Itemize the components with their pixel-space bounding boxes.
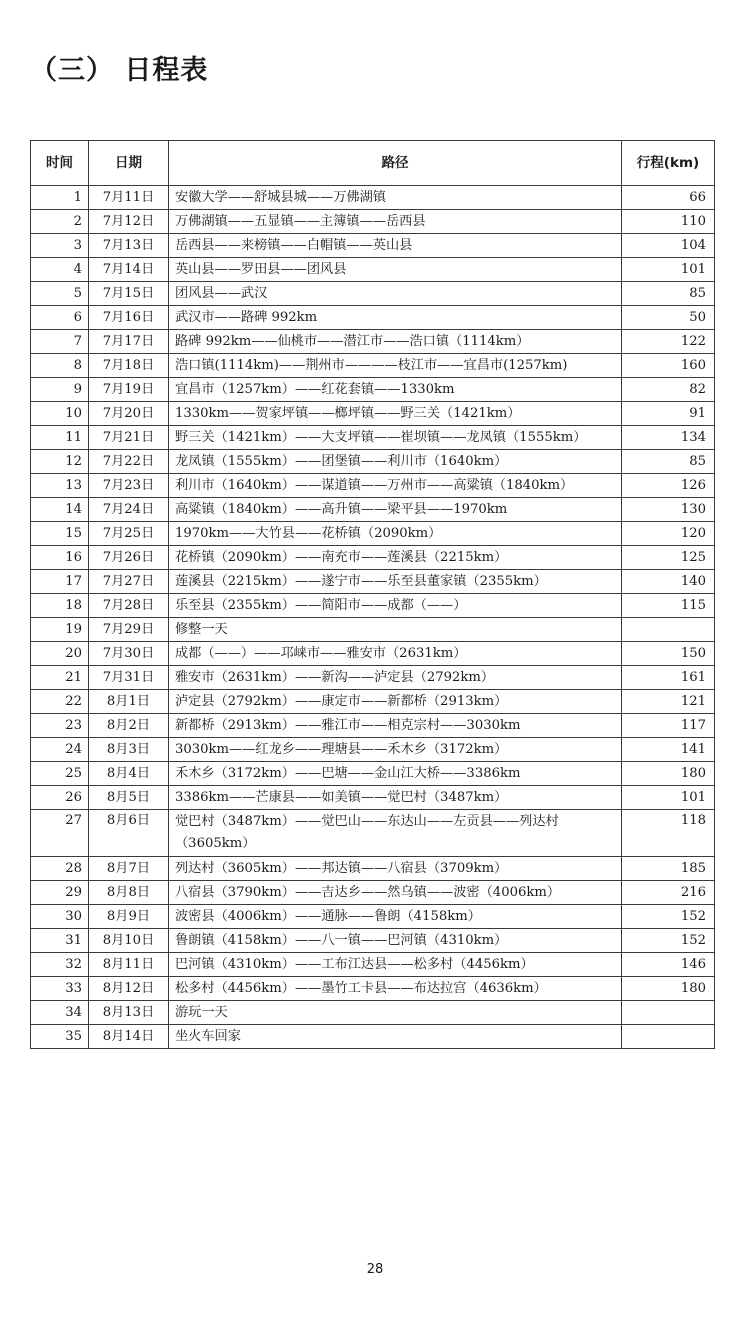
row-distance: 101: [622, 258, 715, 282]
row-date: 7月25日: [89, 522, 169, 546]
row-distance: 110: [622, 210, 715, 234]
row-route: 龙凤镇（1555km）——团堡镇——利川市（1640km）: [169, 450, 622, 474]
row-distance: 101: [622, 786, 715, 810]
row-number: 16: [31, 546, 89, 570]
schedule-table: [30, 140, 715, 1049]
row-distance: 185: [622, 857, 715, 881]
table-row: [31, 1025, 715, 1049]
page-number: 28: [366, 1262, 384, 1277]
row-date: 8月3日: [89, 738, 169, 762]
row-route: 武汉市——路碑 992km: [169, 306, 622, 330]
row-date: 7月18日: [89, 354, 169, 378]
row-date: 7月13日: [89, 234, 169, 258]
row-distance: 134: [622, 426, 715, 450]
table-row: [31, 857, 715, 881]
row-number: 7: [31, 330, 89, 354]
row-distance: 82: [622, 378, 715, 402]
table-row: [31, 210, 715, 234]
row-number: 30: [31, 905, 89, 929]
row-route: 八宿县（3790km）——吉达乡——然乌镇——波密（4006km）: [169, 881, 622, 905]
row-distance: 125: [622, 546, 715, 570]
row-number: 34: [31, 1001, 89, 1025]
table-row: [31, 618, 715, 642]
row-date: 7月29日: [89, 618, 169, 642]
row-distance: 66: [622, 186, 715, 210]
header-time: 时间: [31, 141, 89, 186]
row-distance: 115: [622, 594, 715, 618]
row-number: 29: [31, 881, 89, 905]
table-row: [31, 786, 715, 810]
row-number: 9: [31, 378, 89, 402]
row-date: 8月8日: [89, 881, 169, 905]
row-date: 8月10日: [89, 929, 169, 953]
row-distance: 117: [622, 714, 715, 738]
row-number: 26: [31, 786, 89, 810]
row-distance: 161: [622, 666, 715, 690]
table-row: [31, 905, 715, 929]
row-distance: 140: [622, 570, 715, 594]
row-distance: 118: [622, 810, 715, 857]
row-route: 鲁朗镇（4158km）——八一镇——巴河镇（4310km）: [169, 929, 622, 953]
row-date: 7月17日: [89, 330, 169, 354]
row-route: 成都（——）——邛崃市——雅安市（2631km）: [169, 642, 622, 666]
row-route: 巴河镇（4310km）——工布江达县——松多村（4456km）: [169, 953, 622, 977]
row-route: 3030km——红龙乡——理塘县——禾木乡（3172km）: [169, 738, 622, 762]
row-date: 7月30日: [89, 642, 169, 666]
row-route: 团风县——武汉: [169, 282, 622, 306]
table-row: [31, 450, 715, 474]
table-row: [31, 234, 715, 258]
row-number: 32: [31, 953, 89, 977]
row-date: 7月22日: [89, 450, 169, 474]
row-date: 7月24日: [89, 498, 169, 522]
table-row: [31, 642, 715, 666]
row-distance: [622, 1001, 715, 1025]
row-number: 12: [31, 450, 89, 474]
table-row: [31, 929, 715, 953]
row-date: 8月9日: [89, 905, 169, 929]
row-date: 7月16日: [89, 306, 169, 330]
header-distance: 行程(km): [622, 141, 715, 186]
table-row: [31, 402, 715, 426]
table-row: [31, 474, 715, 498]
row-date: 7月20日: [89, 402, 169, 426]
row-route: 禾木乡（3172km）——巴塘——金山江大桥——3386km: [169, 762, 622, 786]
row-number: 10: [31, 402, 89, 426]
row-route: 岳西县——来榜镇——白帽镇——英山县: [169, 234, 622, 258]
row-route: 浩口镇(1114km)——荆州市————枝江市——宜昌市(1257km): [169, 354, 622, 378]
table-row: [31, 738, 715, 762]
row-number: 6: [31, 306, 89, 330]
row-distance: 180: [622, 762, 715, 786]
row-date: 7月15日: [89, 282, 169, 306]
row-distance: 150: [622, 642, 715, 666]
row-number: 5: [31, 282, 89, 306]
row-route: 修整一天: [169, 618, 622, 642]
row-date: 8月2日: [89, 714, 169, 738]
row-number: 19: [31, 618, 89, 642]
row-distance: 141: [622, 738, 715, 762]
row-date: 8月13日: [89, 1001, 169, 1025]
row-number: 18: [31, 594, 89, 618]
row-route: 路碑 992km——仙桃市——潜江市——浩口镇（1114km）: [169, 330, 622, 354]
header-route: 路径: [169, 141, 622, 186]
row-distance: 85: [622, 450, 715, 474]
row-distance: 126: [622, 474, 715, 498]
row-date: 8月4日: [89, 762, 169, 786]
row-number: 17: [31, 570, 89, 594]
row-number: 3: [31, 234, 89, 258]
row-date: 7月11日: [89, 186, 169, 210]
table-row: [31, 714, 715, 738]
header-date: 日期: [89, 141, 169, 186]
table-row: [31, 306, 715, 330]
row-distance: 152: [622, 905, 715, 929]
row-distance: 180: [622, 977, 715, 1001]
row-date: 8月5日: [89, 786, 169, 810]
row-route: 英山县——罗田县——团风县: [169, 258, 622, 282]
row-distance: 121: [622, 690, 715, 714]
row-date: 7月28日: [89, 594, 169, 618]
row-number: 13: [31, 474, 89, 498]
row-number: 20: [31, 642, 89, 666]
table-row: [31, 426, 715, 450]
row-date: 7月26日: [89, 546, 169, 570]
row-number: 21: [31, 666, 89, 690]
row-date: 7月21日: [89, 426, 169, 450]
row-number: 4: [31, 258, 89, 282]
table-row: [31, 378, 715, 402]
row-route: 泸定县（2792km）——康定市——新都桥（2913km）: [169, 690, 622, 714]
row-number: 2: [31, 210, 89, 234]
table-row: [31, 666, 715, 690]
table-row: [31, 881, 715, 905]
table-row: [31, 810, 715, 857]
row-route: 1970km——大竹县——花桥镇（2090km）: [169, 522, 622, 546]
table-row: [31, 953, 715, 977]
row-route: 莲溪县（2215km）——遂宁市——乐至县董家镇（2355km）: [169, 570, 622, 594]
row-route: 野三关（1421km）——大支坪镇——崔坝镇——龙凤镇（1555km）: [169, 426, 622, 450]
row-route: 坐火车回家: [169, 1025, 622, 1049]
row-distance: 152: [622, 929, 715, 953]
row-route: 花桥镇（2090km）——南充市——莲溪县（2215km）: [169, 546, 622, 570]
row-date: 8月6日: [89, 810, 169, 857]
row-number: 1: [31, 186, 89, 210]
row-number: 28: [31, 857, 89, 881]
row-number: 33: [31, 977, 89, 1001]
row-date: 7月23日: [89, 474, 169, 498]
row-number: 8: [31, 354, 89, 378]
row-date: 7月27日: [89, 570, 169, 594]
row-route: 高粱镇（1840km）——高升镇——梁平县——1970km: [169, 498, 622, 522]
row-distance: 130: [622, 498, 715, 522]
row-date: 8月12日: [89, 977, 169, 1001]
table-row: [31, 570, 715, 594]
row-distance: 50: [622, 306, 715, 330]
row-route: 松多村（4456km）——墨竹工卡县——布达拉宫（4636km）: [169, 977, 622, 1001]
row-route: 游玩一天: [169, 1001, 622, 1025]
table-row: [31, 354, 715, 378]
row-date: 8月11日: [89, 953, 169, 977]
table-header-row: [31, 141, 715, 186]
table-row: [31, 546, 715, 570]
row-date: 7月31日: [89, 666, 169, 690]
row-route: 利川市（1640km）——谋道镇——万州市——高粱镇（1840km）: [169, 474, 622, 498]
row-number: 24: [31, 738, 89, 762]
table-row: [31, 522, 715, 546]
row-distance: [622, 1025, 715, 1049]
row-distance: 146: [622, 953, 715, 977]
table-row: [31, 977, 715, 1001]
row-number: 14: [31, 498, 89, 522]
row-number: 31: [31, 929, 89, 953]
row-number: 22: [31, 690, 89, 714]
row-distance: [622, 618, 715, 642]
table-row: [31, 282, 715, 306]
table-row: [31, 594, 715, 618]
section-title: （三） 日程表: [30, 55, 209, 86]
row-distance: 85: [622, 282, 715, 306]
row-distance: 122: [622, 330, 715, 354]
row-route: 波密县（4006km）——通脉——鲁朗（4158km）: [169, 905, 622, 929]
row-date: 7月12日: [89, 210, 169, 234]
row-date: 8月1日: [89, 690, 169, 714]
table-row: [31, 258, 715, 282]
row-route: 雅安市（2631km）——新沟——泸定县（2792km）: [169, 666, 622, 690]
row-distance: 216: [622, 881, 715, 905]
row-number: 35: [31, 1025, 89, 1049]
table-row: [31, 330, 715, 354]
row-date: 7月14日: [89, 258, 169, 282]
row-number: 27: [31, 810, 89, 857]
table-row: [31, 1001, 715, 1025]
row-date: 8月14日: [89, 1025, 169, 1049]
row-distance: 104: [622, 234, 715, 258]
row-distance: 120: [622, 522, 715, 546]
row-route: 列达村（3605km）——邦达镇——八宿县（3709km）: [169, 857, 622, 881]
row-distance: 160: [622, 354, 715, 378]
row-number: 15: [31, 522, 89, 546]
row-date: 7月19日: [89, 378, 169, 402]
table-row: [31, 498, 715, 522]
row-number: 23: [31, 714, 89, 738]
table-row: [31, 186, 715, 210]
table-row: [31, 690, 715, 714]
row-distance: 91: [622, 402, 715, 426]
row-route: 觉巴村（3487km）——觉巴山——东达山——左贡县——列达村（3605km）: [169, 810, 622, 857]
table-row: [31, 762, 715, 786]
row-route: 万佛湖镇——五显镇——主簿镇——岳西县: [169, 210, 622, 234]
row-route: 新都桥（2913km）——雅江市——相克宗村——3030km: [169, 714, 622, 738]
row-route: 乐至县（2355km）——简阳市——成都（——）: [169, 594, 622, 618]
row-number: 11: [31, 426, 89, 450]
row-route: 宜昌市（1257km）——红花套镇——1330km: [169, 378, 622, 402]
row-date: 8月7日: [89, 857, 169, 881]
row-route: 3386km——芒康县——如美镇——觉巴村（3487km）: [169, 786, 622, 810]
row-route: 安徽大学——舒城县城——万佛湖镇: [169, 186, 622, 210]
row-number: 25: [31, 762, 89, 786]
row-route: 1330km——贺家坪镇——榔坪镇——野三关（1421km）: [169, 402, 622, 426]
